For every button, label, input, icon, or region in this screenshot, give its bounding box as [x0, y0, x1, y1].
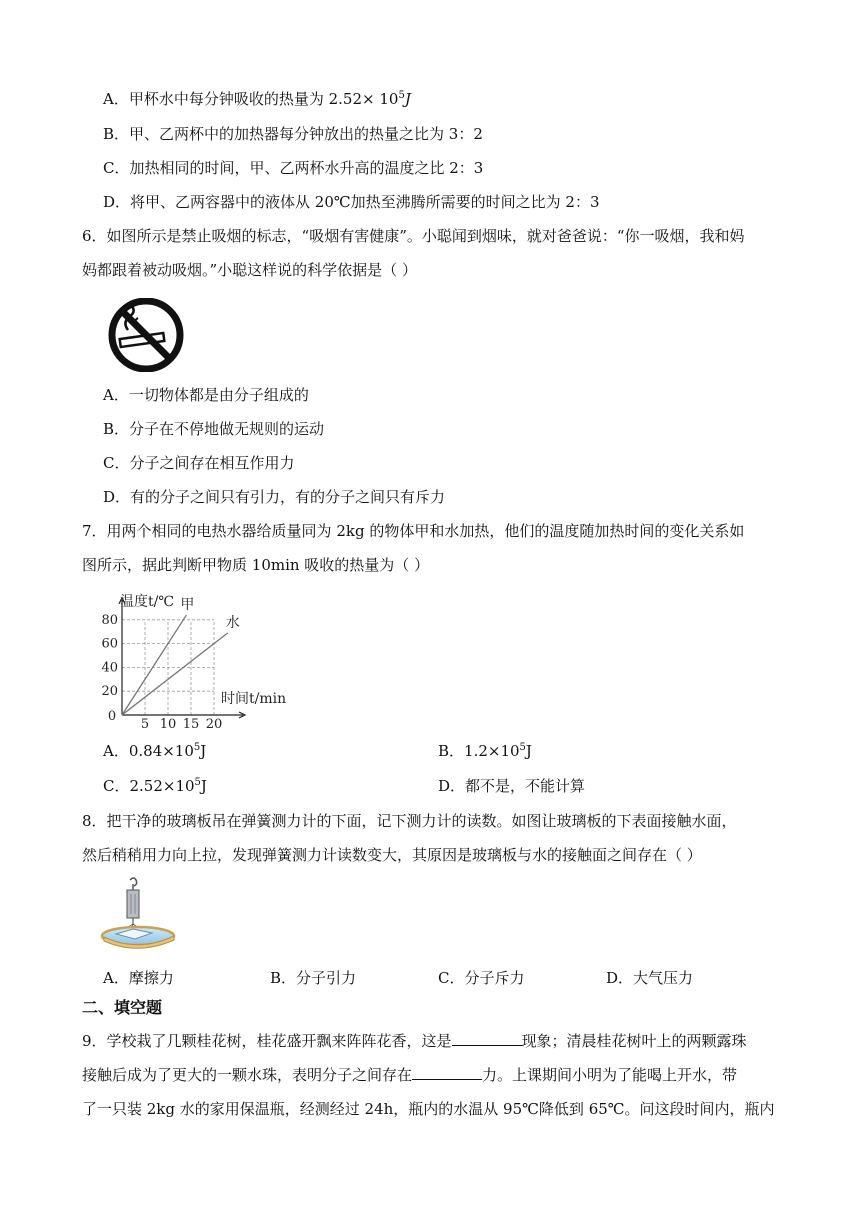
q6-option-c: C．分子之间存在相互作用力 — [103, 454, 295, 472]
q8-stem-line2: 然后稍稍用力向上拉，发现弹簧测力计读数变大，其原因是玻璃板与水的接触面之间存在（ ） — [82, 846, 702, 864]
q8-stem-line1: 8．把干净的玻璃板吊在弹簧测力计的下面，记下测力计的读数。如图让玻璃板的下表面接触水面， — [82, 812, 737, 830]
x-tick-label: 5 — [140, 717, 150, 730]
q9-line1: 9．学校栽了几颗桂花树，桂花盛开飘来阵阵花香，这是 现象；清晨桂花树叶上的两颗露珠 — [82, 1032, 747, 1050]
q6-option-b: B．分子在不停地做无规则的运动 — [103, 420, 325, 438]
q7-option-a: A．$0.84\times 10^5J$ — [103, 742, 207, 760]
temperature-time-chart — [100, 580, 300, 730]
spring-scale-glass-plate-illustration — [100, 876, 184, 950]
q6-stem-line1: 6．如图所示是禁止吸烟的标志，“吸烟有害健康”。小聪闻到烟味，就对爸爸说：“你一吸烟，我和妈 — [82, 227, 745, 245]
x-tick-label: 15 — [182, 717, 200, 730]
q7-option-d: D．都不是，不能计算 — [438, 777, 586, 795]
q5-option-c: C．加热相同的时间，甲、乙两杯水升高的温度之比 2：3 — [103, 159, 484, 177]
q7-option-b: B．$1.2\times 10^5J$ — [438, 742, 532, 760]
q5-option-d: D．将甲、乙两容器中的液体从 20℃加热至沸腾所需要的时间之比为 2：3 — [103, 193, 600, 211]
y-tick-label: 60 — [101, 636, 118, 652]
series-line-2 — [122, 633, 228, 715]
q6-option-a: A．一切物体都是由分子组成的 — [103, 386, 309, 404]
series-label: 甲 — [180, 597, 195, 614]
series-label: 水 — [225, 614, 240, 631]
q8-option-d: D．大气压力 — [606, 969, 694, 987]
q7-option-c: C．$2.52\times 10^5J$ — [103, 777, 207, 795]
q9-line3: 了一只装 2kg 水的家用保温瓶，经测经过 24h，瓶内的水温从 95℃降低到 65℃。问这段时间内，瓶内 — [82, 1100, 775, 1118]
q8-option-c: C．分子斥力 — [438, 969, 525, 987]
chart-grid — [122, 620, 214, 715]
q9-line2: 接触后成为了更大的一颗水珠，表明分子之间存在 力。上课期间小明为了能喝上开水，带 — [82, 1066, 738, 1084]
answer-blank-2[interactable] — [412, 1065, 482, 1080]
q5-option-a: A．甲杯水中每分钟吸收的热量为 $2.52\times 10^5J$ — [103, 90, 411, 108]
series-line-1 — [122, 615, 186, 715]
q7-stem-line2: 图所示，据此判断甲物质 10min 吸收的热量为（ ） — [82, 556, 430, 574]
q8-option-a: A．摩擦力 — [103, 969, 174, 987]
chart-series — [122, 615, 228, 715]
x-axis-title: 时间t/min — [221, 691, 287, 707]
y-tick-label: 20 — [101, 684, 118, 700]
section-title: 二、填空题 — [82, 998, 163, 1017]
y-tick-label: 80 — [101, 612, 118, 628]
no-smoking-icon — [100, 298, 192, 372]
origin-label: 0 — [107, 709, 117, 724]
q6-stem-line2: 妈都跟着被动吸烟。”小聪这样说的科学依据是（ ） — [82, 261, 417, 279]
x-tick-label: 10 — [159, 717, 177, 730]
q6-option-d: D．有的分子之间只有引力，有的分子之间只有斥力 — [103, 488, 446, 506]
q7-stem-line1: 7．用两个相同的电热水器给质量同为 2kg 的物体甲和水加热，他们的温度随加热时间的变化关系如 — [82, 522, 745, 540]
x-tick-label: 20 — [205, 717, 223, 730]
answer-blank-1[interactable] — [452, 1031, 522, 1046]
y-tick-label: 40 — [101, 660, 118, 676]
y-axis-title: 温度t/℃ — [120, 593, 175, 610]
q5-option-b: B．甲、乙两杯中的加热器每分钟放出的热量之比为 3：2 — [103, 125, 483, 143]
q8-option-b: B．分子引力 — [270, 969, 357, 987]
